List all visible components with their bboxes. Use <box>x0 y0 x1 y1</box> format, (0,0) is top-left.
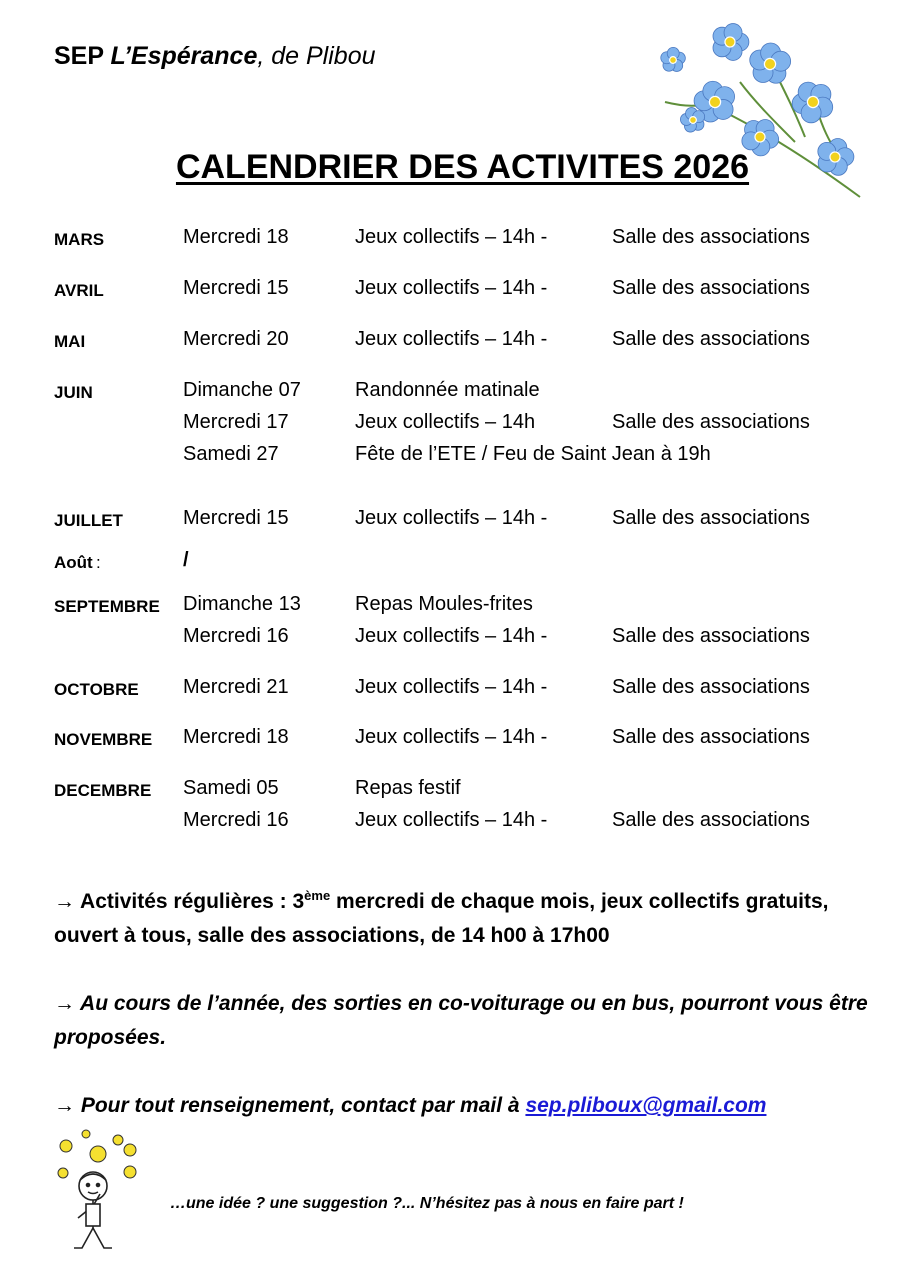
note-trips: → Au cours de l’année, des sorties en co-voiturage ou en bus, pourront vous être proposées. <box>54 992 868 1049</box>
calendar-row <box>0 277 900 309</box>
row-place: Salle des associations <box>612 676 810 698</box>
row-day: Mercredi 18 <box>183 726 289 748</box>
calendar-row <box>0 777 900 809</box>
flower-shape <box>792 82 833 123</box>
row-day: Mercredi 16 <box>183 809 289 831</box>
row-month: MAI <box>54 332 86 351</box>
row-month: JUILLET <box>54 511 123 530</box>
row-activity: Jeux collectifs – 14h - <box>355 226 548 248</box>
calendar-row <box>0 625 900 657</box>
row-activity: Jeux collectifs – 14h - <box>355 726 548 748</box>
row-day: Mercredi 20 <box>183 328 289 350</box>
thinking-person-icon <box>48 1128 148 1253</box>
row-day: Mercredi 15 <box>183 507 289 529</box>
row-month-suffix: : <box>96 553 101 572</box>
row-month: MARS <box>54 230 105 249</box>
row-place: Salle des associations <box>612 277 810 299</box>
row-place: Salle des associations <box>612 726 810 748</box>
row-place: Salle des associations <box>612 625 810 647</box>
calendar-row <box>0 809 900 841</box>
org-name: L’Espérance <box>110 42 258 70</box>
row-place: Salle des associations <box>612 411 810 433</box>
calendar-row <box>0 328 900 360</box>
row-activity: Jeux collectifs – 14h - <box>355 328 548 350</box>
row-activity: Jeux collectifs – 14h - <box>355 507 548 529</box>
row-day: Dimanche 13 <box>183 593 301 615</box>
calendar-row <box>0 379 900 411</box>
org-place: , de Plibou <box>257 42 376 70</box>
row-activity: Jeux collectifs – 14h - <box>355 809 548 831</box>
row-month: Août <box>54 553 93 572</box>
flower-shape <box>750 43 791 83</box>
row-month: NOVEMBRE <box>54 730 153 749</box>
flower-shape <box>713 24 749 61</box>
row-month: OCTOBRE <box>54 680 139 699</box>
flower-shape <box>680 108 704 133</box>
row-day: Mercredi 15 <box>183 277 289 299</box>
calendar-row <box>0 549 900 581</box>
calendar-row <box>0 411 900 443</box>
page-title: CALENDRIER DES ACTIVITES 2026 <box>175 148 750 186</box>
flower-shape <box>661 47 686 71</box>
calendar-row <box>0 726 900 758</box>
row-activity: Repas festif <box>355 777 461 799</box>
row-activity: Randonnée matinale <box>355 379 540 401</box>
row-activity: Jeux collectifs – 14h - <box>355 277 548 299</box>
row-day: / <box>183 549 189 571</box>
row-day: Mercredi 18 <box>183 226 289 248</box>
row-day: Dimanche 07 <box>183 379 301 401</box>
row-activity: Jeux collectifs – 14h - <box>355 676 548 698</box>
footer-invitation: …une idée ? une suggestion ?... N’hésitez pas à nous en faire part ! <box>170 1195 684 1212</box>
row-month: DECEMBRE <box>54 781 152 800</box>
row-day: Samedi 27 <box>183 443 279 465</box>
row-day: Mercredi 17 <box>183 411 289 433</box>
calendar-row <box>0 507 900 539</box>
org-prefix: SEP <box>54 42 111 70</box>
calendar-row <box>0 676 900 708</box>
row-day: Samedi 05 <box>183 777 279 799</box>
row-activity: Jeux collectifs – 14h - <box>355 625 548 647</box>
row-day: Mercredi 21 <box>183 676 289 698</box>
calendar-row <box>0 226 900 258</box>
row-place: Salle des associations <box>612 507 810 529</box>
row-activity: Fête de l’ETE / Feu de Saint Jean à 19h <box>355 443 711 465</box>
row-month: SEPTEMBRE <box>54 597 160 616</box>
row-day: Mercredi 16 <box>183 625 289 647</box>
row-activity: Jeux collectifs – 14h <box>355 411 536 433</box>
note-contact: → Pour tout renseignement, contact par mail à sep.pliboux@gmail.com <box>54 1094 767 1117</box>
note-regular-activities: → Activités régulières : 3ème mercredi de chaque mois, jeux collectifs gratuits, ouvert à tous, salle des associations, de 14 h00 à 17h00 <box>54 888 829 947</box>
row-place: Salle des associations <box>612 226 810 248</box>
row-month: AVRIL <box>54 281 104 300</box>
row-place: Salle des associations <box>612 809 810 831</box>
org-header <box>54 42 376 71</box>
row-place: Salle des associations <box>612 328 810 350</box>
calendar-row <box>0 593 900 625</box>
contact-email-link[interactable]: sep.pliboux@gmail.com <box>525 1094 767 1117</box>
row-month: JUIN <box>54 383 93 402</box>
row-activity: Repas Moules-frites <box>355 593 533 615</box>
calendar-row <box>0 443 900 475</box>
